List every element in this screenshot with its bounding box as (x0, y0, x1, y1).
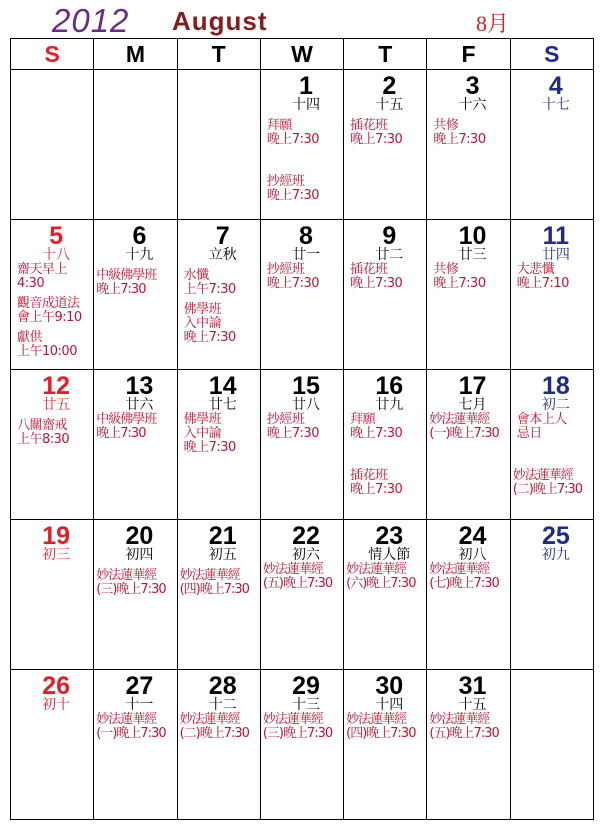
lunar-date: 十二 (208, 697, 237, 713)
event-entry: 共修 晚上7:30 (433, 118, 486, 147)
lunar-date: 廿九 (375, 397, 404, 413)
event-entry: 齋天早上 4:30 (17, 262, 68, 291)
day-cell-17[interactable] (427, 370, 510, 520)
day-cell-18[interactable] (510, 370, 593, 520)
day-cell-26[interactable] (11, 670, 94, 820)
day-number: 7 (215, 222, 230, 250)
lunar-date: 初二 (541, 397, 570, 413)
day-cell-10[interactable] (427, 220, 510, 370)
day-cell-4[interactable] (510, 70, 593, 220)
lunar-date: 十七 (541, 97, 570, 113)
weekday-thursday: T (344, 39, 427, 70)
day-cell-14[interactable] (177, 370, 260, 520)
event-entry: 妙法蓮華經 (四)晚上7:30 (346, 712, 416, 741)
empty-day-cell (177, 70, 260, 220)
day-number: 21 (208, 522, 237, 550)
event-entry: 妙法蓮華經 (三)晚上7:30 (96, 568, 166, 597)
event-entry: 妙法蓮華經 (六)晚上7:30 (346, 562, 416, 591)
event-entry: 八關齋戒 上午8:30 (17, 418, 70, 447)
lunar-date: 初十 (42, 697, 71, 713)
lunar-date: 十九 (125, 247, 154, 263)
month-grid (10, 38, 594, 820)
empty-day-cell (11, 70, 94, 220)
day-cell-30[interactable] (344, 670, 427, 820)
day-cell-3[interactable] (427, 70, 510, 220)
event-entry: 插花班 晚上7:30 (350, 468, 403, 497)
day-number: 28 (208, 672, 237, 700)
day-number: 3 (465, 72, 480, 100)
month-title-chinese: 8月 (476, 11, 510, 36)
empty-day-cell (94, 70, 177, 220)
lunar-date: 立秋 (208, 247, 237, 263)
week-row (11, 370, 594, 520)
day-number: 5 (49, 222, 64, 250)
day-cell-29[interactable] (260, 670, 343, 820)
day-number: 15 (292, 372, 320, 400)
event-entry: 會本上人 忌日 (516, 412, 567, 441)
lunar-date: 十三 (291, 697, 320, 713)
lunar-date: 廿四 (541, 247, 570, 263)
event-entry: 觀音成道法 會上午9:10 (17, 296, 82, 325)
event-entry: 獻供 上午10:00 (17, 330, 77, 359)
day-cell-21[interactable] (177, 520, 260, 670)
day-number: 18 (541, 372, 570, 400)
lunar-date: 廿一 (291, 247, 320, 263)
day-cell-24[interactable] (427, 520, 510, 670)
day-cell-11[interactable] (510, 220, 593, 370)
day-cell-6[interactable] (94, 220, 177, 370)
event-entry: 佛學班 入中論 晚上7:30 (183, 412, 236, 455)
day-cell-19[interactable] (11, 520, 94, 670)
weekday-header-row (11, 39, 594, 70)
event-entry: 妙法蓮華經 (三)晚上7:30 (262, 712, 333, 741)
event-entry: 妙法蓮華經 (五)晚上7:30 (262, 562, 333, 591)
lunar-date: 初三 (42, 547, 71, 563)
day-number: 12 (42, 372, 71, 400)
day-cell-27[interactable] (94, 670, 177, 820)
day-cell-7[interactable] (177, 220, 260, 370)
day-number: 31 (458, 672, 487, 700)
weekday-wednesday: W (260, 39, 343, 70)
weekday-saturday: S (510, 39, 593, 70)
day-cell-20[interactable] (94, 520, 177, 670)
lunar-date: 廿五 (42, 397, 71, 413)
lunar-date: 廿六 (125, 397, 154, 413)
day-number: 13 (125, 372, 154, 400)
lunar-date: 十六 (458, 97, 487, 113)
event-entry: 抄經班 晚上7:30 (266, 262, 320, 291)
lunar-date: 廿二 (375, 247, 404, 263)
day-number: 25 (541, 522, 570, 550)
day-cell-15[interactable] (260, 370, 343, 520)
event-entry: 佛學班 入中論 晚上7:30 (183, 302, 236, 345)
event-entry: 妙法蓮華經 (一)晚上7:30 (96, 712, 166, 741)
day-number: 8 (299, 222, 313, 250)
day-cell-1[interactable] (260, 70, 343, 220)
day-cell-13[interactable] (94, 370, 177, 520)
day-cell-2[interactable] (344, 70, 427, 220)
event-entry: 拜願 晚上7:30 (350, 412, 403, 441)
lunar-date: 初九 (541, 547, 570, 563)
day-number: 6 (132, 222, 147, 250)
day-number: 20 (125, 522, 154, 550)
weekday-friday: F (427, 39, 510, 70)
weekday-monday: M (94, 39, 177, 70)
lunar-date: 初四 (125, 547, 154, 563)
lunar-date: 初五 (208, 547, 237, 563)
week-row (11, 220, 594, 370)
day-number: 24 (458, 522, 487, 550)
event-entry: 妙法蓮華經 (四)晚上7:30 (179, 568, 249, 597)
lunar-date: 十四 (291, 97, 320, 113)
day-cell-5[interactable] (11, 220, 94, 370)
day-number: 30 (375, 672, 404, 700)
lunar-date: 廿三 (458, 247, 487, 263)
event-entry: 妙法蓮華經 (五)晚上7:30 (429, 712, 499, 741)
event-entry: 妙法蓮華經 (七)晚上7:30 (429, 562, 499, 591)
lunar-date: 十五 (458, 697, 487, 713)
day-cell-23[interactable] (344, 520, 427, 670)
day-cell-22[interactable] (260, 520, 343, 670)
event-entry: 共修 晚上7:30 (433, 262, 486, 291)
day-cell-31[interactable] (427, 670, 510, 820)
empty-day-cell (510, 670, 593, 820)
lunar-date: 十四 (375, 697, 404, 713)
day-number: 9 (382, 222, 397, 250)
event-entry: 拜願 晚上7:30 (266, 118, 320, 147)
calendar-header (0, 0, 600, 38)
lunar-date: 廿七 (208, 397, 237, 413)
lunar-date: 十五 (375, 97, 404, 113)
day-number: 16 (375, 372, 404, 400)
day-cell-9[interactable] (344, 220, 427, 370)
event-entry: 插花班 晚上7:30 (350, 262, 403, 291)
weekday-tuesday: T (177, 39, 260, 70)
lunar-date: 廿八 (291, 397, 320, 413)
day-number: 27 (125, 672, 154, 700)
event-entry: 水懺 上午7:30 (183, 268, 236, 297)
day-number: 1 (299, 72, 313, 100)
event-entry: 抄經班 晚上7:30 (266, 412, 320, 441)
day-number: 26 (42, 672, 71, 700)
month-title-english: August (172, 6, 268, 36)
day-number: 11 (542, 222, 570, 250)
day-cell-16[interactable] (344, 370, 427, 520)
week-row (11, 70, 594, 220)
lunar-date: 七月 (458, 397, 487, 413)
lunar-date: 初八 (458, 547, 487, 563)
day-cell-28[interactable] (177, 670, 260, 820)
lunar-date: 十八 (42, 247, 71, 263)
weekday-sunday: S (11, 39, 94, 70)
day-number: 22 (292, 522, 320, 550)
event-entry: 插花班 晚上7:30 (350, 118, 403, 147)
event-entry: 抄經班 晚上7:30 (266, 174, 320, 203)
day-number: 14 (208, 372, 237, 400)
day-number: 2 (382, 72, 397, 100)
day-cell-8[interactable] (260, 220, 343, 370)
day-number: 4 (548, 72, 563, 100)
day-number: 17 (458, 372, 487, 400)
event-entry: 中級佛學班 晚上7:30 (96, 412, 157, 441)
lunar-date: 初六 (291, 547, 320, 563)
day-cell-25[interactable] (510, 520, 593, 670)
day-number: 10 (458, 222, 487, 250)
event-entry: 妙法蓮華經 (一)晚上7:30 (429, 412, 499, 441)
week-row (11, 520, 594, 670)
day-cell-12[interactable] (11, 370, 94, 520)
lunar-date: 十一 (125, 697, 154, 713)
week-row (11, 670, 594, 820)
year-title: 2012 (52, 2, 130, 39)
event-entry: 妙法蓮華經 (二)晚上7:30 (179, 712, 249, 741)
lunar-date: 情人節 (368, 547, 411, 563)
event-entry: 大悲懺 晚上7:10 (516, 262, 569, 291)
event-entry: 中級佛學班 晚上7:30 (96, 268, 157, 297)
event-entry: 妙法蓮華經 (二)晚上7:30 (512, 468, 583, 497)
day-number: 23 (375, 522, 404, 550)
day-number: 29 (292, 672, 320, 700)
day-number: 19 (42, 522, 71, 550)
